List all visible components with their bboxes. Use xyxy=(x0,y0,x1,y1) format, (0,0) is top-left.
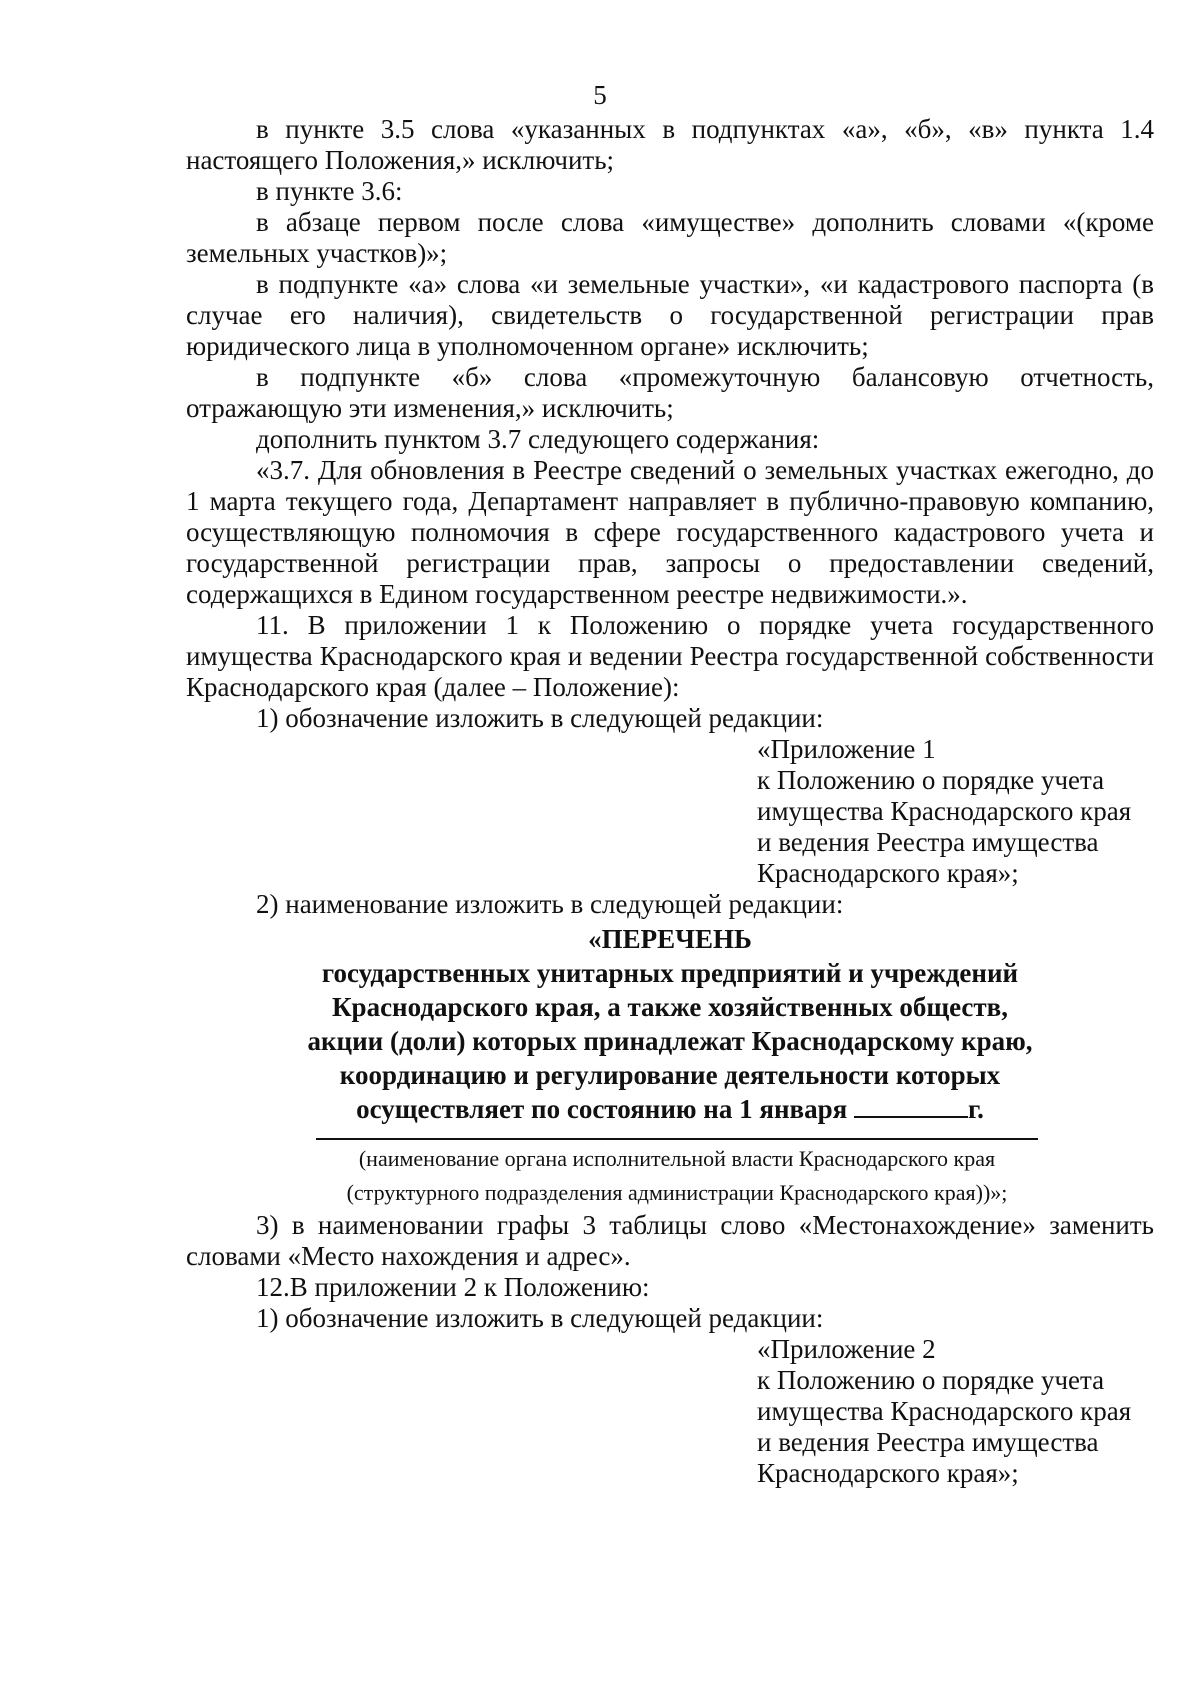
paragraph-11-3: 3) в наименовании графы 3 таблицы слово «Местонахождение» заменить словами «Место нахождения и адрес». xyxy=(186,1210,1154,1271)
title-heading: «ПЕРЕЧЕНЬ xyxy=(588,924,752,954)
appendix-1-caption xyxy=(757,734,1154,889)
title-line: Краснодарского края, а также хозяйственных обществ, xyxy=(331,992,1008,1022)
appendix-2-caption xyxy=(757,1334,1154,1489)
paragraph-add-3-7: дополнить пунктом 3.7 следующего содержания: xyxy=(256,424,820,454)
paragraph-12-1: 1) обозначение изложить в следующей редакции: xyxy=(256,1303,824,1333)
appendix-line: имущества Краснодарского края xyxy=(757,1396,1132,1426)
appendix-line: «Приложение 2 xyxy=(757,1334,936,1364)
appendix-line: «Приложение 1 xyxy=(757,734,936,764)
title-last-line-start: осуществляет по состоянию на 1 января xyxy=(356,1094,848,1124)
paragraph-subitem-b: в подпункте «б» слова «промежуточную балансовую отчетность, отражающую эти изменения,» исключить; xyxy=(186,362,1154,423)
appendix-line: Краснодарского края»; xyxy=(757,858,1019,888)
paragraph-3-5: в пункте 3.5 слова «указанных в подпунктах «а», «б», «в» пункта 1.4 настоящего Положения,» исключить; xyxy=(186,114,1154,175)
paragraph-item-12: 12.В приложении 2 к Положению: xyxy=(256,1272,650,1302)
paragraph-11-2: 2) наименование изложить в следующей редакции: xyxy=(256,889,844,919)
paragraph-11-1: 1) обозначение изложить в следующей редакции: xyxy=(256,703,824,733)
page-number: 5 xyxy=(593,80,607,110)
title-last-line xyxy=(186,1092,1154,1126)
authority-note xyxy=(316,1142,1038,1210)
appendix-line: имущества Краснодарского края xyxy=(757,796,1132,826)
paragraph-3-7-text: «3.7. Для обновления в Реестре сведений о земельных участках ежегодно, до 1 марта текущего года, Департамент направляет в публично-правовую компанию, осуществляющую полномочия в сфере государственного кадастрового учета и государственной регистрации прав, запросы о предоставлении сведений, содержащихся в Едином государственном реестре недвижимости.». xyxy=(186,455,1154,609)
appendix-line: и ведения Реестра имущества xyxy=(757,1427,1099,1457)
title-last-line-end: г. xyxy=(967,1094,984,1124)
year-blank-line xyxy=(854,1092,968,1118)
title-line: координацию и регулирование деятельности которых xyxy=(339,1060,1001,1090)
appendix-line: к Положению о порядке учета xyxy=(757,1365,1105,1395)
appendix-line: и ведения Реестра имущества xyxy=(757,827,1099,857)
note-line: (структурного подразделения администрации Краснодарского края))»; xyxy=(346,1180,1008,1205)
title-line: акции (доли) которых принадлежат Краснодарскому краю, xyxy=(307,1026,1033,1056)
paragraph-item-11: 11. В приложении 1 к Положению о порядке учета государственного имущества Краснодарского края и ведении Реестра государственной собственности Краснодарского края (далее – Положение): xyxy=(186,610,1154,702)
note-line: (наименование органа исполнительной власти Краснодарского края xyxy=(358,1146,996,1171)
paragraph-subitem-a: в подпункте «а» слова «и земельные участки», «и кадастрового паспорта (в случае его наличия), свидетельств о государственной регистрации прав юридического лица в уполномоченном органе» исключить; xyxy=(186,269,1154,361)
title-line: государственных унитарных предприятий и учреждений xyxy=(321,958,1019,988)
paragraph-3-6-intro: в пункте 3.6: xyxy=(256,176,403,206)
paragraph-first-abzac: в абзаце первом после слова «имуществе» дополнить словами «(кроме земельных участков)»; xyxy=(186,207,1154,268)
document-body xyxy=(186,114,1154,1489)
list-title xyxy=(186,922,1154,1126)
signature-rule xyxy=(316,1138,1038,1140)
appendix-line: Краснодарского края»; xyxy=(757,1458,1019,1488)
appendix-line: к Положению о порядке учета xyxy=(757,765,1105,795)
